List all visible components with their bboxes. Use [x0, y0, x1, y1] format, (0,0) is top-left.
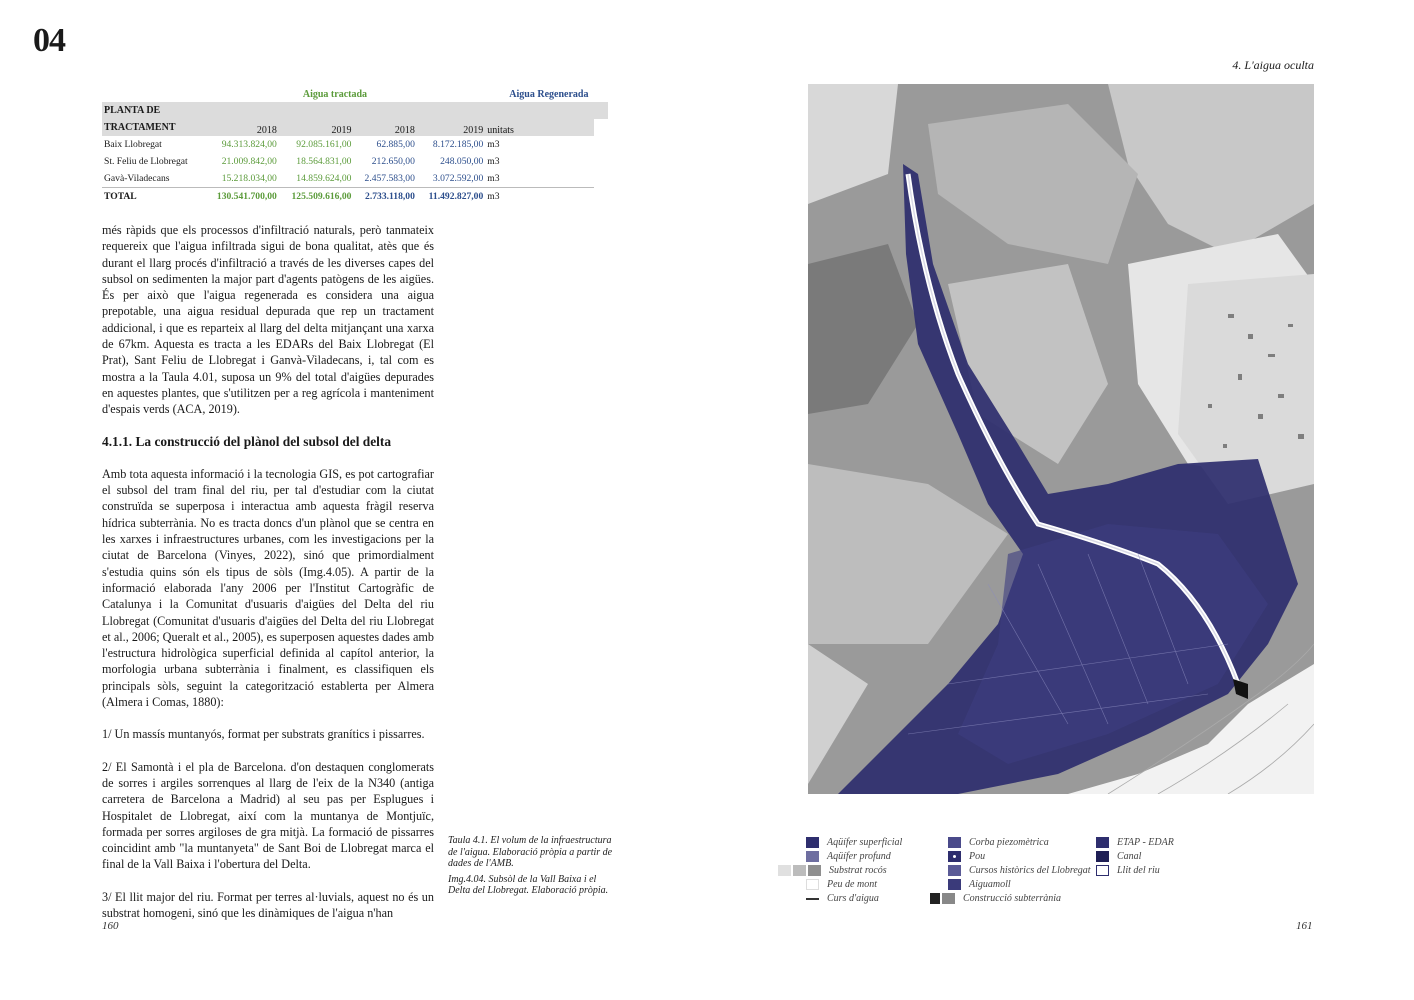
legend-label: Peu de mont: [827, 879, 877, 890]
swatch: [793, 865, 806, 876]
captions: [448, 835, 613, 901]
year-header: 2019: [279, 119, 354, 136]
row-name: TOTAL: [102, 188, 204, 206]
swatch: [1096, 851, 1109, 862]
treatment-table: [102, 86, 608, 205]
row-name: St. Feliu de Llobregat: [104, 156, 188, 167]
legend-item: [806, 878, 877, 891]
group-treated-label: Aigua tractada: [302, 88, 368, 100]
table-caption: Taula 4.1. El volum de la infraestructura de l'aigua. Elaboració pròpia a partir de dades de l'AMB.: [448, 835, 613, 870]
legend-label: Construcció subterrània: [963, 893, 1062, 904]
swatch: [948, 879, 961, 890]
cell: 94.313.824,00: [221, 139, 277, 150]
year-header: 2019: [417, 119, 485, 136]
swatch: [930, 893, 940, 904]
swatch: [778, 865, 791, 876]
cell: 248.050,00: [440, 156, 484, 167]
legend-label: Corba piezomètrica: [969, 837, 1049, 848]
legend-item: [806, 850, 891, 863]
table-row: [102, 153, 608, 170]
row-name: Gavà-Viladecans: [104, 173, 170, 184]
legend-item: [948, 864, 1091, 877]
legend-label: Aqüífer superficial: [827, 837, 903, 848]
swatch: [948, 865, 961, 876]
cell: 3.072.592,00: [432, 173, 484, 184]
page-number-left: 160: [102, 920, 119, 932]
legend-item: [1096, 836, 1174, 849]
legend-label: Llit del riu: [1117, 865, 1160, 876]
legend-item: [930, 892, 1061, 905]
year-header: 2018: [353, 119, 416, 136]
cell: 62.885,00: [376, 139, 415, 150]
cell: 14.859.624,00: [296, 173, 352, 184]
table-row: [102, 136, 608, 153]
legend-item: [1096, 864, 1160, 877]
swatch: [806, 879, 819, 890]
legend-item: [948, 836, 1049, 849]
cell: 15.218.034,00: [221, 173, 277, 184]
legend-label: Aqüífer profund: [827, 851, 891, 862]
group-regen-label: Aigua Regenerada: [509, 88, 589, 100]
cell: 130.541.700,00: [204, 188, 279, 206]
header-label-2: TRACTAMENT: [102, 119, 204, 136]
paragraph: més ràpids que els processos d'infiltració naturals, però tanmateix requereix que l'aigua infiltrada sigui de bona qualitat, atès que és durant el llarg procés d'infiltració a través de les diverses capes del subsol on sedimenten la major part d'agents patògens de les aigües. És per això que l'aigua regenerada es considera una aigua prepotable, una aigua residual depurada que rep un tractament addicional, i que es reparteix al llarg del delta mitjançant una xarxa de 67km. Aquesta es tracta a les EDARs del Baix Llobregat (El Prat), Sant Feliu de Llobregat i Ganvà-Viladecans, i, tal com es mostra a la Taula 4.01, suposa un 9% del total d'aigües depurades en aquestes plantes, que s'utilitzen per a reg agrícola i manteniment d'espais verds (ACA, 2019).: [102, 223, 434, 417]
legend-item: [948, 878, 1011, 891]
legend-item: [1096, 850, 1141, 863]
running-head: 4. L'aigua oculta: [1232, 58, 1314, 72]
units-header: unitats: [485, 119, 594, 136]
legend-item: [806, 892, 879, 905]
legend-label: ETAP - EDAR: [1117, 837, 1174, 848]
paragraph: Amb tota aquesta informació i la tecnologia GIS, es pot cartografiar el subsol del tram final del riu, per tal d'estudiar com la ciutat construïda se superposa i interactua amb aquesta fràgil reserva hídrica subterrània. No es tracta doncs d'un plànol que se centra en les xarxes i infraestructures urbanes, com les investigacions per la ciutat de Barcelona (Vinyes, 2022), sinó que primordialment s'estudia quins són els tipus de sòls (Img.4.05). A partir de la informació elaborada l'any 2006 per l'Institut Cartogràfic de Catalunya i la Comunitat d'usuaris d'aigües del Delta del riu Llobregat (Comunitat d'usuaris d'aigües del Delta del riu Llobregat et al., 2006; Queralt et al., 2005), es superposen aquestes dades amb l'estructura hidrològica superficial definida al capítol anterior, la morfologia urbana subterrània i finalment, es classifiquen els principals sòls, seguint la categorització establerta per Almera (Almera i Comas, 1880):: [102, 466, 434, 710]
cell-unit: m3: [487, 139, 500, 150]
header-label-1: PLANTA DE: [102, 102, 279, 119]
table-group-row: [102, 86, 608, 102]
table-row: [102, 170, 608, 188]
swatch: [1096, 865, 1109, 876]
cell-unit: m3: [485, 188, 594, 206]
cell: 92.085.161,00: [296, 139, 352, 150]
subsoil-map: [808, 84, 1314, 794]
swatch: [806, 898, 819, 900]
paragraph: 1/ Un massís muntanyós, format per substrats granítics i pissarres.: [102, 727, 425, 742]
legend-item: [778, 864, 887, 877]
legend-label: Cursos històrics del Llobregat: [969, 865, 1091, 876]
cell-unit: m3: [487, 156, 500, 167]
image-caption: Img.4.04. Subsòl de la Vall Baixa i el Delta del Llobregat. Elaboració pròpia.: [448, 873, 609, 897]
table-header-row-2: [102, 119, 608, 136]
cell: 11.492.827,00: [417, 188, 485, 206]
paragraph: 2/ El Samontà i el pla de Barcelona. d'on destaquen conglomerats de sorres i argiles sorrenques al llarg de l'eix de la N340 (antiga carretera de Barcelona a Madrid) al seu pas per Esplugues i Hospitalet de Llobregat, així com la muntanya de Montjuïc, formada per sorres argiloses de gra mitjà. La formació de pissarres coincidint amb "la muntanyeta" de Sant Boi de Llobregat marca el final de la Vall Baixa i l'obertura del Delta.: [102, 759, 434, 872]
legend-label: Curs d'aigua: [827, 893, 879, 904]
swatch: [806, 837, 819, 848]
legend-label: Aiguamoll: [969, 879, 1011, 890]
swatch: [808, 865, 821, 876]
page-number-right: 161: [1296, 920, 1313, 932]
cell: 8.172.185,00: [432, 139, 484, 150]
swatch: [806, 851, 819, 862]
legend-item: [948, 850, 985, 863]
cell: 125.509.616,00: [279, 188, 354, 206]
section-heading: 4.1.1. La construcció del plànol del subsol del delta: [102, 433, 392, 449]
body-column: [102, 222, 434, 937]
legend-label: Pou: [969, 851, 986, 862]
swatch: [1096, 837, 1109, 848]
swatch: [942, 893, 955, 904]
swatch: [948, 837, 961, 848]
year-header: 2018: [204, 119, 279, 136]
cell: 2.457.583,00: [364, 173, 415, 184]
cell-unit: m3: [487, 173, 500, 184]
paragraph: 3/ El llit major del riu. Format per terres al·luvials, aquest no és un substrat homogeni, sinó que les dinàmiques de l'aigua n'han: [102, 889, 434, 920]
swatch: [948, 851, 961, 862]
chapter-number: 04: [33, 22, 65, 59]
cell: 18.564.831,00: [296, 156, 352, 167]
cell: 21.009.842,00: [221, 156, 277, 167]
table-header-row-1: [102, 102, 608, 119]
legend-item: [806, 836, 902, 849]
legend-label: Substrat rocós: [829, 865, 887, 876]
cell: 2.733.118,00: [353, 188, 416, 206]
table-total-row: [102, 188, 608, 206]
cell: 212.650,00: [371, 156, 415, 167]
row-name: Baix Llobregat: [104, 139, 162, 150]
legend-label: Canal: [1117, 851, 1142, 862]
